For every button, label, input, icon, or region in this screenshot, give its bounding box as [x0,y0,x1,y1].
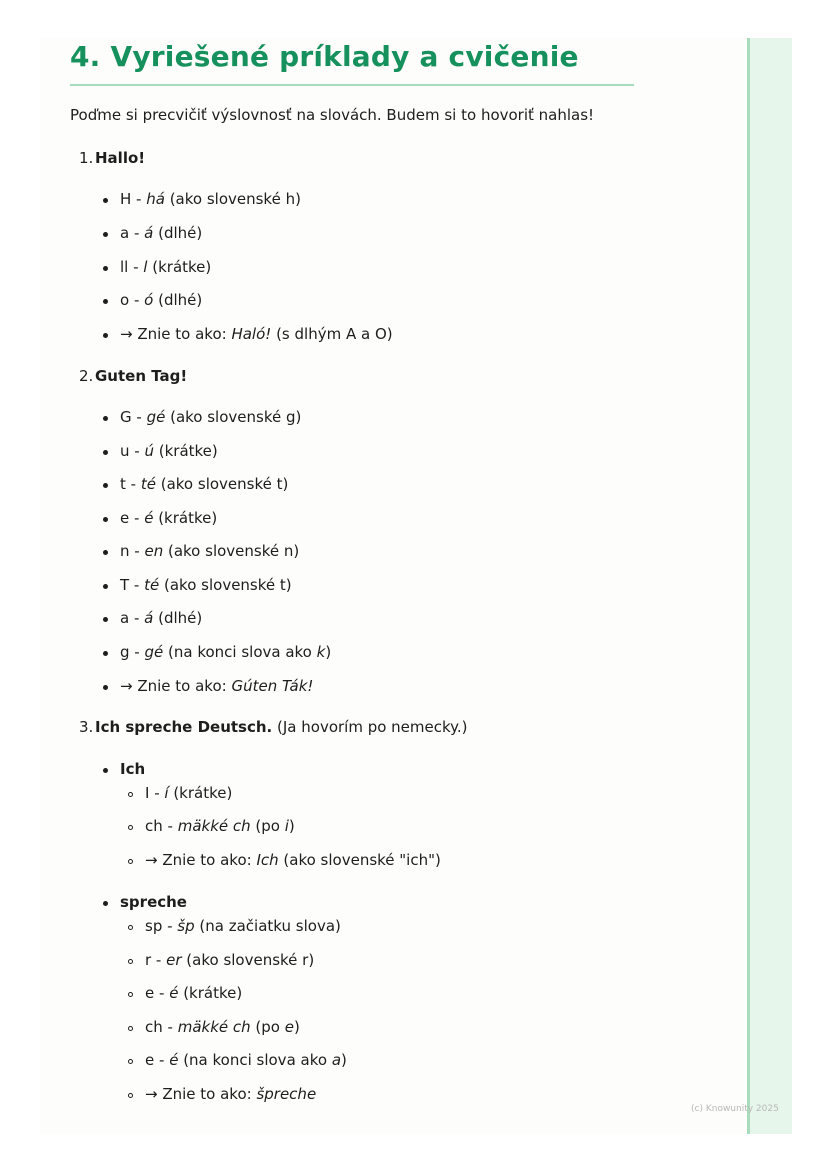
item-note: (ako slovenské r) [181,951,315,969]
circle-bullet-icon [128,925,133,930]
item-pron: ó [144,291,154,309]
item-note: (dlhé) [153,224,203,242]
item-text: ch - [145,1018,178,1036]
bullet-icon [103,333,108,338]
item-note: (krátke) [147,258,212,276]
item-pron: špreche [256,1085,317,1103]
bullet-icon [103,198,108,203]
item-text: t - [120,475,141,493]
item-text: T - [120,576,145,594]
item-pron-2: e [284,1018,294,1036]
section-1-heading [79,149,145,167]
section-3-number: 3. [79,718,94,736]
item-text: G - [120,408,147,426]
circle-bullet-icon [128,1026,133,1031]
item-text: a - [120,609,145,627]
item-note: (ako slovenské "ich") [278,851,441,869]
section-3-translation: (Ja hovorím po nemecky.) [272,718,468,736]
item-note: (na konci slova ako [178,1051,332,1069]
item-pron: gé [146,408,166,426]
item-pron: l [143,258,148,276]
section-2-heading [79,367,187,385]
item-note: (na konci slova ako [163,643,317,661]
item-pron: té [144,576,160,594]
side-band [748,38,792,1134]
item-pron-2: k [316,643,326,661]
item-text: e - [120,509,145,527]
item-text: e - [145,1051,170,1069]
circle-bullet-icon [128,792,133,797]
item-note: (krátke) [153,442,218,460]
item-note: (s dlhým A a O) [271,325,393,343]
bullet-icon [103,901,108,906]
item-pron: ú [144,442,154,460]
item-pron: en [144,542,164,560]
bullet-icon [103,651,108,656]
item-note: (ako slovenské g) [165,408,302,426]
item-note-2: ) [288,817,295,835]
item-pron: mäkké ch [177,817,251,835]
item-note: (ako slovenské n) [163,542,300,560]
item-note-2: ) [341,1051,347,1069]
circle-bullet-icon [128,1059,133,1064]
item-note: (po [250,817,285,835]
title-underline [70,84,634,86]
item-note: (ako slovenské t) [155,475,289,493]
bullet-icon [103,768,108,773]
item-text: I - [145,784,165,802]
item-pron: mäkké ch [177,1018,251,1036]
item-note: (krátke) [168,784,233,802]
item-text: → Znie to ako: [145,1085,257,1103]
item-pron: é [144,509,154,527]
item-pron: é [169,1051,179,1069]
item-text: r - [145,951,167,969]
item-text: n - [120,542,145,560]
bullet-icon [103,450,108,455]
item-pron: á [144,609,154,627]
item-pron: šp [177,917,195,935]
bullet-icon [103,299,108,304]
item-pron: Ich [256,851,279,869]
item-pron: á [144,224,154,242]
bullet-icon [103,617,108,622]
section-3-title: Ich spreche Deutsch. [95,718,273,736]
item-note: (ako slovenské t) [159,576,292,594]
bullet-icon [103,416,108,421]
item-pron: há [146,190,165,208]
item-note: (po [250,1018,285,1036]
item-text: → Znie to ako: [120,677,232,695]
item-pron: í [164,784,169,802]
section-1-title: Hallo! [95,149,146,167]
item-pron-2: i [284,817,289,835]
item-text: g - [120,643,145,661]
circle-bullet-icon [128,859,133,864]
item-text: → Znie to ako: [145,851,257,869]
item-note-2: ) [293,1018,300,1036]
item-note: (krátke) [153,509,218,527]
circle-bullet-icon [128,959,133,964]
item-note: (dlhé) [153,291,203,309]
bullet-icon [103,550,108,555]
section-1-number: 1. [79,149,94,167]
item-pron: Haló! [231,325,272,343]
item-pron-2: a [331,1051,342,1069]
bullet-icon [103,232,108,237]
intro-text: Poďme si precvičiť výslovnosť na slovách. Budem si to hovoriť nahlas! [70,106,595,124]
item-text: a - [120,224,145,242]
bullet-icon [103,483,108,488]
bullet-icon [103,584,108,589]
section-3-heading [79,718,468,736]
circle-bullet-icon [128,992,133,997]
item-note: (krátke) [178,984,243,1002]
subsection-ich-label: Ich [120,760,146,778]
section-2-number: 2. [79,367,94,385]
item-text: u - [120,442,145,460]
item-text: → Znie to ako: [120,325,232,343]
item-note: (dlhé) [153,609,203,627]
item-pron: gé [144,643,164,661]
item-pron: té [140,475,156,493]
item-pron: er [166,951,182,969]
subsection-spreche-label: spreche [120,893,187,911]
item-text: o - [120,291,145,309]
bullet-icon [103,517,108,522]
item-pron: Gúten Ták! [231,677,314,695]
item-note-2: ) [325,643,332,661]
bullet-icon [103,685,108,690]
item-text: H - [120,190,147,208]
item-text: ch - [145,817,178,835]
bullet-icon [103,266,108,271]
circle-bullet-icon [128,1093,133,1098]
footer-copyright: (c) Knowunity 2025 [691,1104,779,1114]
item-text: e - [145,984,170,1002]
item-text: sp - [145,917,178,935]
circle-bullet-icon [128,825,133,830]
item-note: (ako slovenské h) [164,190,301,208]
section-2-title: Guten Tag! [95,367,188,385]
item-note: (na začiatku slova) [194,917,341,935]
item-text: ll - [120,258,144,276]
page-title: 4. Vyriešené príklady a cvičenie [70,40,579,73]
item-pron: é [169,984,179,1002]
side-rule [747,38,750,1134]
